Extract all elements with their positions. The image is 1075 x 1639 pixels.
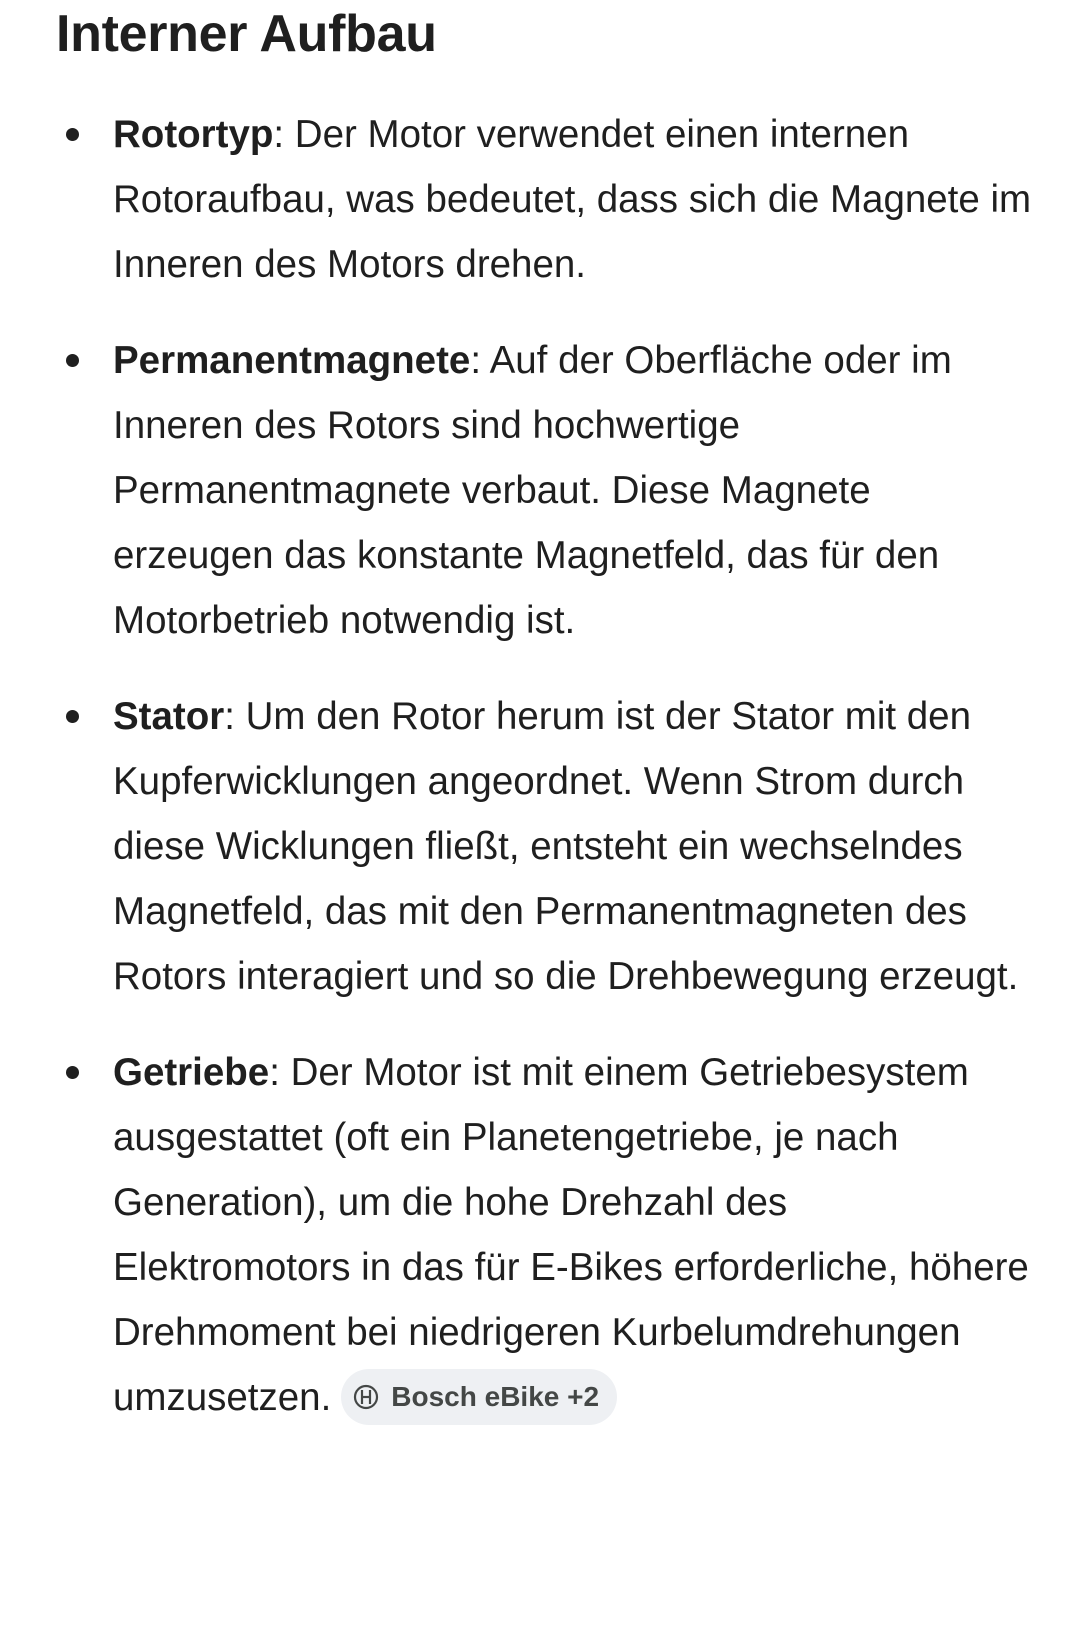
bosch-logo-icon <box>353 1384 379 1410</box>
bullet-icon <box>66 1066 79 1079</box>
list-item-rotortyp <box>0 102 1075 297</box>
list-item-stator <box>0 684 1075 1009</box>
item-text: : Der Motor verwendet einen internen Rotoraufbau, was bedeutet, dass sich die Magnete im Inneren des Motors drehen. <box>113 113 1032 286</box>
bullet-icon <box>66 354 79 367</box>
list-item-getriebe <box>0 1040 1075 1430</box>
item-term: Getriebe <box>113 1051 270 1094</box>
source-chip-button[interactable] <box>341 1369 617 1425</box>
section-heading: Interner Aufbau <box>56 5 437 63</box>
feature-list <box>0 102 1075 1461</box>
bullet-icon <box>66 128 79 141</box>
item-text: : Der Motor ist mit einem Getriebesystem ausgestattet (oft ein Planetengetriebe, je nach Generation), um die hohe Drehzahl des Elektromotors in das für E-Bikes erforderliche, höhere Drehmoment bei niedrigeren Kurbelumdrehungen umzusetzen. <box>113 1051 1029 1419</box>
list-item-permanentmagnete <box>0 328 1075 653</box>
item-term: Stator <box>113 695 225 738</box>
source-chip-label: Bosch eBike +2 <box>391 1380 600 1412</box>
item-text: : Auf der Oberfläche oder im Inneren des Rotors sind hochwertige Permanentmagnete verbaut. Diese Magnete erzeugen das konstante Magnetfeld, das für den Motorbetrieb notwendig ist. <box>113 339 952 642</box>
item-term: Rotortyp <box>113 113 274 156</box>
item-term: Permanentmagnete <box>113 339 471 382</box>
bullet-icon <box>66 710 79 723</box>
item-text: : Um den Rotor herum ist der Stator mit den Kupferwicklungen angeordnet. Wenn Strom durch diese Wicklungen fließt, entsteht ein wechselndes Magnetfeld, das mit den Permanentmagneten des Rotors interagiert und so die Drehbewegung erzeugt. <box>113 695 1019 998</box>
